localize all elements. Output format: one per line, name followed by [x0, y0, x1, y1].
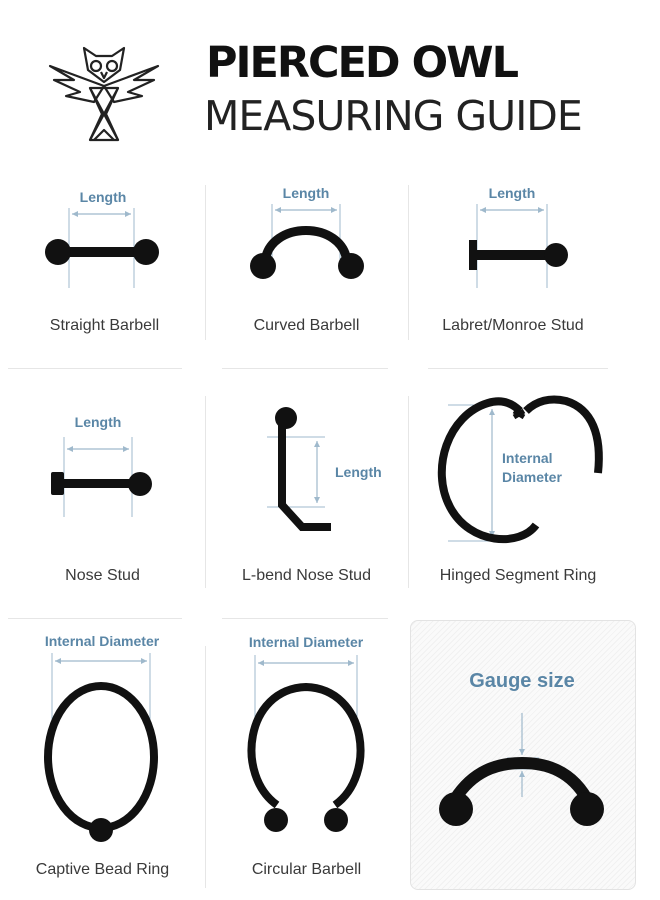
hinged-segment-ring-caption: Hinged Segment Ring	[439, 567, 597, 584]
l-bend-nose-stud-diagram	[205, 395, 408, 595]
nose-stud-diagram	[0, 395, 205, 595]
nose-stud-icon	[51, 472, 152, 496]
curved-barbell-icon	[250, 231, 364, 280]
row-divider	[222, 368, 388, 369]
l-bend-nose-stud-cell	[205, 395, 408, 595]
straight-barbell-cell	[0, 180, 205, 360]
gauge-size-card	[410, 620, 636, 890]
curved-barbell-caption: Curved Barbell	[253, 317, 360, 334]
nose-stud-caption: Nose Stud	[65, 567, 140, 584]
length-label: Length	[74, 414, 122, 430]
internal-diameter-label: Internal Diameter	[44, 633, 160, 649]
hinged-segment-ring-diagram	[408, 395, 628, 595]
row-divider	[8, 618, 182, 619]
internal-diameter-label: Internal Diameter	[248, 634, 364, 650]
gauge-size-label: Gauge size	[469, 670, 575, 692]
row-divider	[428, 368, 608, 369]
guide-subtitle: MEASURING GUIDE	[204, 92, 582, 140]
captive-bead-ring-caption: Captive Bead Ring	[35, 861, 170, 878]
circular-barbell-diagram	[205, 625, 408, 890]
l-bend-nose-stud-icon	[275, 407, 331, 527]
straight-barbell-caption: Straight Barbell	[49, 317, 160, 334]
straight-barbell-icon	[45, 239, 159, 265]
circular-barbell-icon	[251, 687, 360, 832]
row-divider	[222, 618, 388, 619]
labret-stud-caption: Labret/Monroe Stud	[442, 317, 584, 334]
labret-stud-icon	[469, 240, 568, 270]
length-label: Length	[79, 189, 127, 205]
nose-stud-cell	[0, 395, 205, 595]
header	[0, 0, 660, 170]
length-label: Length	[335, 464, 382, 480]
labret-stud-cell	[408, 180, 618, 360]
captive-bead-ring-cell	[0, 625, 205, 890]
owl-logo-icon	[44, 40, 164, 146]
internal-diameter-label-line1: Internal	[502, 450, 553, 466]
gauge-size-diagram	[411, 621, 635, 889]
row-divider	[8, 368, 182, 369]
l-bend-nose-stud-caption: L-bend Nose Stud	[242, 567, 371, 584]
circular-barbell-caption: Circular Barbell	[251, 861, 362, 878]
brand-title: PIERCED OWL	[206, 38, 517, 88]
length-label: Length	[282, 185, 330, 201]
length-label: Length	[488, 185, 536, 201]
circular-barbell-cell	[205, 625, 408, 890]
captive-bead-ring-icon	[48, 686, 154, 842]
curved-barbell-cell	[205, 180, 408, 360]
internal-diameter-label-line2: Diameter	[502, 469, 562, 485]
hinged-segment-ring-cell	[408, 395, 628, 595]
captive-bead-ring-diagram	[0, 625, 205, 890]
